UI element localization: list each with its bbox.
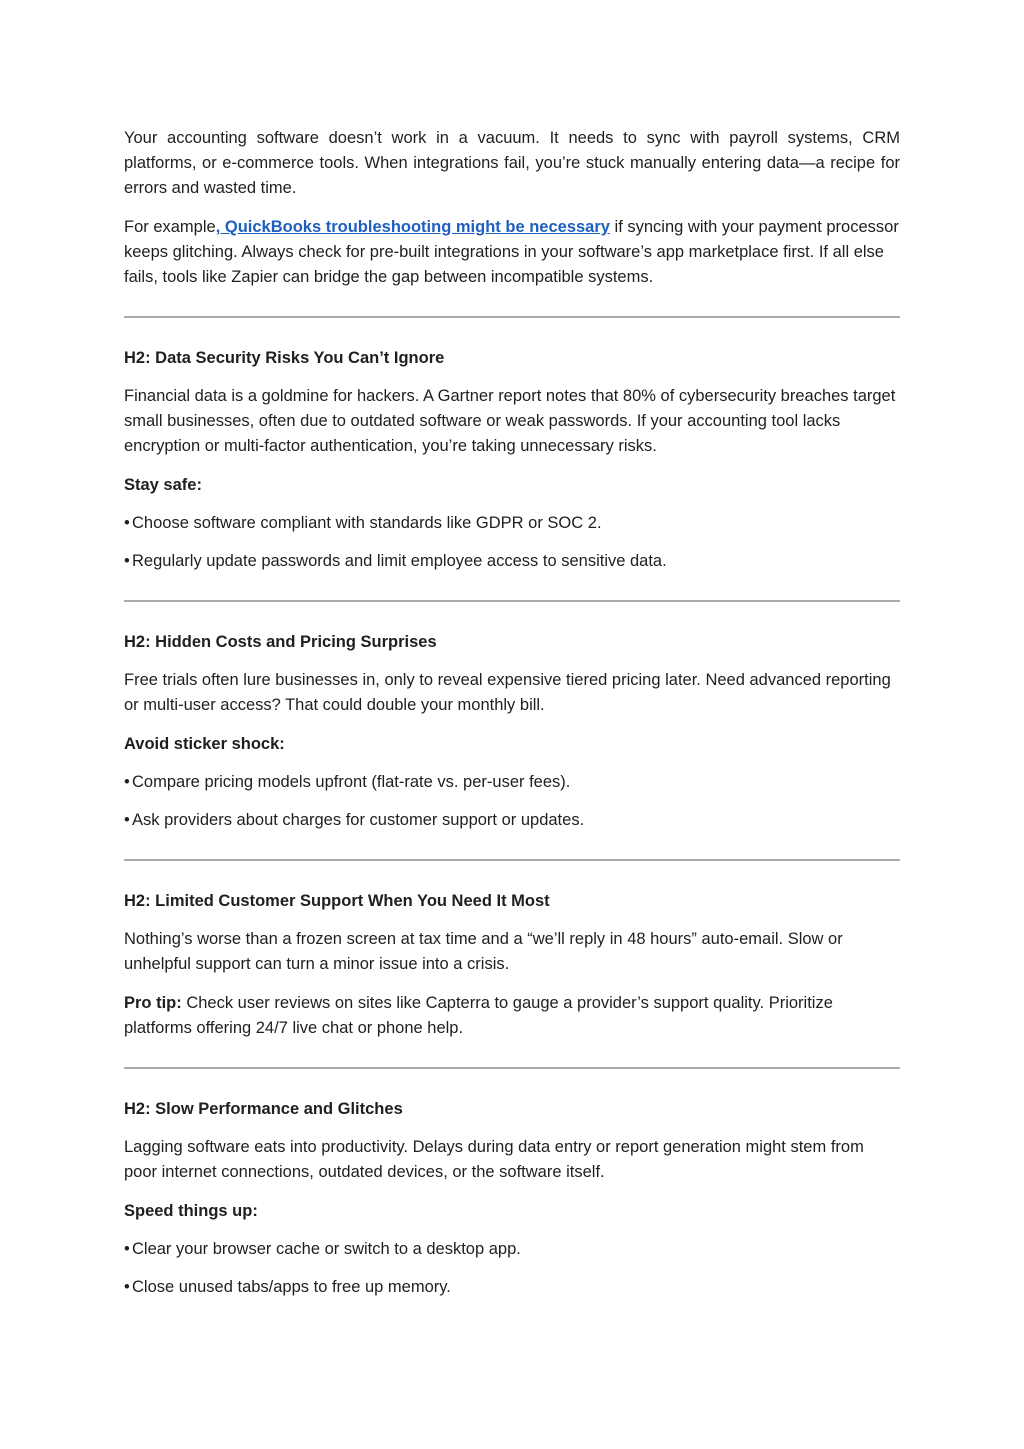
- section-body-hidden-costs: Free trials often lure businesses in, only to reveal expensive tiered pricing later. Need advanced reporting or multi-user access? That could double your monthly bill.: [124, 671, 891, 714]
- intro-paragraph: Your accounting software doesn’t work in a vacuum. It needs to sync with payroll systems, CRM platforms, or e-commerce tools. When integrations fail, you’re stuck manually entering data—a recipe for errors and wasted time.: [124, 129, 900, 197]
- list-item-text: Ask providers about charges for customer support or updates.: [132, 811, 585, 829]
- bullet-icon: •: [124, 811, 130, 829]
- pro-tip-paragraph: [124, 991, 900, 1041]
- bullet-icon: •: [124, 514, 130, 532]
- subheading-speed-things-up: Speed things up:: [124, 1202, 258, 1220]
- bullet-icon: •: [124, 1278, 130, 1296]
- pro-tip-label: Pro tip:: [124, 994, 182, 1012]
- section-divider: [124, 600, 900, 602]
- section-divider: [124, 1067, 900, 1069]
- list-item: [124, 549, 900, 574]
- section-body-slow-performance: Lagging software eats into productivity. Delays during data entry or report generation might stem from poor internet connections, outdated devices, or the software itself.: [124, 1138, 864, 1181]
- section-divider: [124, 316, 900, 318]
- intro-example-paragraph: [124, 215, 900, 290]
- subheading-avoid-sticker-shock: Avoid sticker shock:: [124, 735, 285, 753]
- list-item-text: Choose software compliant with standards like GDPR or SOC 2.: [132, 514, 602, 532]
- bullet-icon: •: [124, 1240, 130, 1258]
- bullet-icon: •: [124, 552, 130, 570]
- list-item: [124, 770, 900, 795]
- list-item: [124, 808, 900, 833]
- pro-tip-text: Check user reviews on sites like Capterra to gauge a provider’s support quality. Prioritize platforms offering 24/7 live chat or phone help.: [124, 994, 833, 1037]
- list-item-text: Close unused tabs/apps to free up memory.: [132, 1278, 451, 1296]
- list-item-text: Clear your browser cache or switch to a desktop app.: [132, 1240, 521, 1258]
- section-heading-data-security: H2: Data Security Risks You Can’t Ignore: [124, 349, 445, 367]
- list-item-text: Compare pricing models upfront (flat-rate vs. per-user fees).: [132, 773, 571, 791]
- example-prefix: For example: [124, 218, 216, 236]
- section-heading-hidden-costs: H2: Hidden Costs and Pricing Surprises: [124, 633, 437, 651]
- list-item: [124, 511, 900, 536]
- list-item: [124, 1275, 900, 1300]
- section-heading-customer-support: H2: Limited Customer Support When You Need It Most: [124, 892, 550, 910]
- subheading-stay-safe: Stay safe:: [124, 476, 202, 494]
- bullet-icon: •: [124, 773, 130, 791]
- list-item-text: Regularly update passwords and limit employee access to sensitive data.: [132, 552, 667, 570]
- section-divider: [124, 859, 900, 861]
- document-content: [124, 126, 900, 1313]
- example-suffix: if syncing with your payment processor keeps glitching. Always check for pre-built integrations in your software’s app marketplace first. If all else fails, tools like Zapier can bridge the gap between incompatible systems.: [124, 218, 899, 286]
- section-body-data-security: Financial data is a goldmine for hackers. A Gartner report notes that 80% of cybersecurity breaches target small businesses, often due to outdated software or weak passwords. If your accounting tool lacks encryption or multi-factor authentication, you’re taking unnecessary risks.: [124, 387, 896, 455]
- section-heading-slow-performance: H2: Slow Performance and Glitches: [124, 1100, 403, 1118]
- list-item: [124, 1237, 900, 1262]
- section-body-customer-support: Nothing’s worse than a frozen screen at tax time and a “we’ll reply in 48 hours” auto-email. Slow or unhelpful support can turn a minor issue into a crisis.: [124, 930, 843, 973]
- quickbooks-troubleshooting-link[interactable]: , QuickBooks troubleshooting might be necessary: [215, 218, 610, 236]
